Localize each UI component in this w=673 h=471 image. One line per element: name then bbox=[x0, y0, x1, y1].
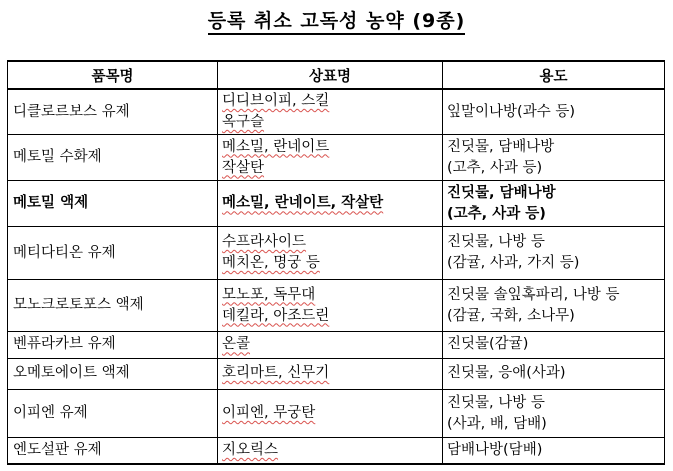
table-row bbox=[8, 89, 665, 135]
table-row bbox=[8, 135, 665, 181]
brand-name-line: 작살탄 bbox=[222, 159, 265, 176]
brand-name-line: 메소밀, 란네이트 bbox=[222, 138, 330, 155]
use-line: 진딧물, 나방 등 bbox=[447, 234, 545, 251]
cell-use bbox=[443, 227, 665, 279]
table-header bbox=[8, 61, 665, 89]
use-line: (사과, 배, 담배) bbox=[447, 415, 547, 432]
item-name-text: 모노크로토포스 액제 bbox=[13, 297, 144, 314]
cell-use bbox=[443, 332, 665, 358]
use-line: 진딧물 솔잎혹파리, 나방 등 bbox=[447, 286, 620, 303]
use-line: 진딧물, 응애(사과) bbox=[447, 365, 566, 382]
item-name-text: 메토밀 수화제 bbox=[13, 149, 102, 166]
table-body bbox=[8, 89, 665, 464]
table-row bbox=[8, 389, 665, 437]
item-name-text: 벤퓨라카브 유제 bbox=[13, 336, 116, 353]
cell-brand-name bbox=[218, 279, 443, 331]
cell-item-name bbox=[8, 358, 218, 389]
cell-brand-name bbox=[218, 389, 443, 437]
use-line: (감귤, 국화, 소나무) bbox=[447, 307, 575, 324]
cell-use bbox=[443, 89, 665, 135]
cell-brand-name bbox=[218, 438, 443, 464]
brand-name-line: 메치온, 명궁 등 bbox=[222, 255, 320, 272]
table-row bbox=[8, 332, 665, 358]
use-line: (고추, 사과 등) bbox=[447, 205, 546, 222]
page-title-text: 등록 취소 고독성 농약 (9종) bbox=[208, 10, 466, 35]
cell-item-name bbox=[8, 332, 218, 358]
brand-name-line: 수프라사이드 bbox=[222, 234, 307, 251]
use-line: 진딧물, 담배나방 bbox=[447, 138, 555, 155]
table-row bbox=[8, 438, 665, 464]
item-name-text: 메토밀 액제 bbox=[13, 195, 89, 212]
cell-brand-name bbox=[218, 181, 443, 227]
table-row bbox=[8, 358, 665, 389]
item-name-text: 이피엔 유제 bbox=[13, 405, 88, 422]
cell-brand-name bbox=[218, 358, 443, 389]
use-line: 잎말이나방(과수 등) bbox=[447, 103, 575, 120]
cell-item-name bbox=[8, 279, 218, 331]
header-item-name: 품목명 bbox=[8, 61, 218, 89]
cell-item-name bbox=[8, 438, 218, 464]
brand-name-line: 옥구슬 bbox=[222, 114, 265, 131]
item-name-text: 디클로르보스 유제 bbox=[13, 103, 130, 120]
item-name-text: 메티다티온 유제 bbox=[13, 244, 116, 261]
cell-brand-name bbox=[218, 89, 443, 135]
cell-use bbox=[443, 358, 665, 389]
use-line: 진딧물, 나방 등 bbox=[447, 394, 545, 411]
use-line: 담배나방(담배) bbox=[447, 442, 543, 459]
table-row bbox=[8, 227, 665, 279]
cell-item-name bbox=[8, 389, 218, 437]
cell-item-name bbox=[8, 227, 218, 279]
brand-name-line: 데킬라, 아조드린 bbox=[222, 307, 330, 324]
use-line: 진딧물(감귤) bbox=[447, 336, 529, 353]
header-row bbox=[8, 61, 665, 89]
page-title bbox=[0, 6, 673, 33]
cell-use bbox=[443, 181, 665, 227]
brand-name-line: 호리마트, 신무기 bbox=[222, 365, 330, 382]
brand-name-line: 지오릭스 bbox=[222, 442, 279, 459]
table-row bbox=[8, 279, 665, 331]
cell-brand-name bbox=[218, 135, 443, 181]
use-line: 진딧물, 담배나방 bbox=[447, 184, 556, 201]
cell-use bbox=[443, 279, 665, 331]
brand-name-line: 이피엔, 무궁탄 bbox=[222, 405, 316, 422]
cell-item-name bbox=[8, 89, 218, 135]
cell-brand-name bbox=[218, 332, 443, 358]
cell-use bbox=[443, 135, 665, 181]
item-name-text: 엔도설판 유제 bbox=[13, 442, 102, 459]
use-line: (고추, 사과 등) bbox=[447, 159, 543, 176]
item-name-text: 오메토에이트 액제 bbox=[13, 365, 130, 382]
brand-name-line: 디디브이피, 스킬 bbox=[222, 93, 330, 110]
cell-item-name bbox=[8, 135, 218, 181]
brand-name-line: 온콜 bbox=[222, 336, 251, 353]
header-brand-name: 상표명 bbox=[218, 61, 443, 89]
cell-use bbox=[443, 389, 665, 437]
cell-use bbox=[443, 438, 665, 464]
brand-name-line: 모노포, 독무대 bbox=[222, 286, 316, 303]
table-row bbox=[8, 181, 665, 227]
brand-name-line: 메소밀, 란네이트, 작살탄 bbox=[222, 195, 384, 212]
cell-brand-name bbox=[218, 227, 443, 279]
use-line: (감귤, 사과, 가지 등) bbox=[447, 255, 580, 272]
pesticide-table bbox=[7, 60, 665, 465]
cell-item-name bbox=[8, 181, 218, 227]
header-use: 용도 bbox=[443, 61, 665, 89]
